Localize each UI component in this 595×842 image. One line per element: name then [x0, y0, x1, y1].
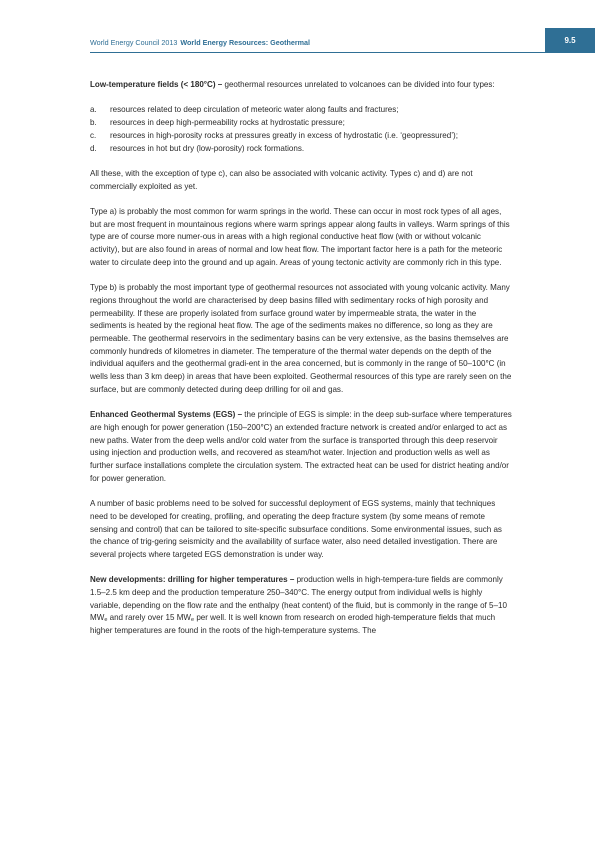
list-text: resources related to deep circulation of meteoric water along faults and fractures;	[110, 105, 399, 115]
low-temp-text: geothermal resources unrelated to volcanoes can be divided into four types:	[222, 80, 495, 89]
resource-type-list	[90, 104, 512, 155]
new-developments-text-2: and rarely over 15 MW	[107, 613, 192, 623]
type-a-paragraph: Type a) is probably the most common for warm springs in the world. These can occur in most rock types of all ages, but are most frequent in mountainous regions where warm springs appear along faults in valleys. Warm springs of this type are of course more numer-ous in areas with a high regional conductive heat flow (with or without volcanic activity), but are also found in areas of normal and low heat flow. The important factor here is a path for the meteoric water to circulate deep into the ground and up again. Areas of young tectonic activity are commonly rich in this type.	[90, 206, 510, 267]
list-letter: a.	[90, 105, 97, 115]
body-text	[90, 79, 512, 638]
list-letter: c.	[90, 130, 97, 140]
volcanic-paragraph: All these, with the exception of type c), can also be associated with volcanic activity. Types c) and d) are not commercially exploited as yet.	[90, 168, 473, 191]
header-org: World Energy Council 2013	[90, 38, 178, 47]
page-number: 9.5	[564, 36, 576, 45]
problems-paragraph: A number of basic problems need to be solved for successful deployment of EGS systems, mainly that techniques need to be developed for creating, profiling, and operating the deep fracture system (by some means of remote sensing and control) that can be tailored to site-specific subsurface conditions. Some environmental issues, such as the chance of trig-gering seismicity and the availability of surface water, also need detailed investigation. There are several projects where targeted EGS demonstration is under way.	[90, 499, 502, 559]
header-title: World Energy Resources: Geothermal	[180, 38, 311, 47]
list-letter: b.	[90, 118, 97, 128]
egs-paragraph	[90, 409, 512, 485]
list-letter: d.	[90, 143, 97, 153]
egs-heading: Enhanced Geothermal Systems (EGS) –	[90, 410, 243, 420]
subscript-e: e	[104, 617, 108, 624]
header-rule	[90, 52, 545, 53]
list-item	[90, 143, 512, 156]
type-b-paragraph: Type b) is probably the most important type of geothermal resources not associated with young volcanic activity. Many regions throughout the world are characterised by deep basins filled with sedimentary rocks of high porosity and permeability. If these are properly isolated from surface ground water by impermeable strata, the water in the sediments is heated by the regional heat flow. The age of the sediments makes no difference, so long as they are permeable. The geothermal reservoirs in the sedimentary basins can be very extensive, as the basins themselves are commonly hundreds of kilometres in diameter. The temperature of the thermal water depends on the depth of the individual aquifers and the geothermal gradi-ent in the area concerned, but is commonly in the range of 50–100°C (in wells less than 3 km deep) in areas that have been exploited. Geothermal resources of this type are rarely seen on the surface, but are commonly detected during deep drilling for oil and gas.	[90, 283, 512, 394]
list-text: resources in high-porosity rocks at pressures greatly in excess of hydrostatic (i.e. ‘geopressured’);	[110, 130, 458, 140]
new-developments-paragraph	[90, 574, 512, 638]
subscript-e: e	[191, 617, 195, 624]
list-item	[90, 104, 512, 117]
running-header	[90, 38, 310, 47]
list-item	[90, 117, 512, 130]
egs-text: the principle of EGS is simple: in the deep sub-surface where temperatures are high enough for power generation (150–200°C) an extended fracture network is created and/or enlarged to act as new paths. Water from the deep wells and/or cold water from the surface is transported through this deep reservoir using injection and production wells, and recovered as steam/hot water. Injection and production wells as well as further surface installations complete the circulation system. The extracted heat can be used for district heating and/or for power generation.	[90, 410, 512, 483]
list-item	[90, 130, 512, 143]
low-temp-paragraph	[90, 79, 512, 92]
page-number-tab	[545, 28, 595, 53]
new-developments-text-1: production wells in high-tempera-ture fields are commonly 1.5–2.5 km deep and the production temperature 250–340°C. The energy output from individual wells is highly variable, depending on the flow rate and the enthalpy (heat content) of the fluid, but is commonly in the range of 5–10 MW	[90, 575, 507, 623]
low-temp-heading: Low-temperature fields (< 180°C) –	[90, 80, 223, 89]
new-developments-text-3: per well. It is well known from research on eroded high-temperature fields that much higher temperatures are found in the roots of the high-temperature systems. The	[90, 613, 496, 636]
new-developments-heading: New developments: drilling for higher temperatures –	[90, 575, 295, 585]
list-text: resources in hot but dry (low-porosity) rock formations.	[110, 143, 305, 153]
list-text: resources in deep high-permeability rocks at hydrostatic pressure;	[110, 118, 345, 128]
